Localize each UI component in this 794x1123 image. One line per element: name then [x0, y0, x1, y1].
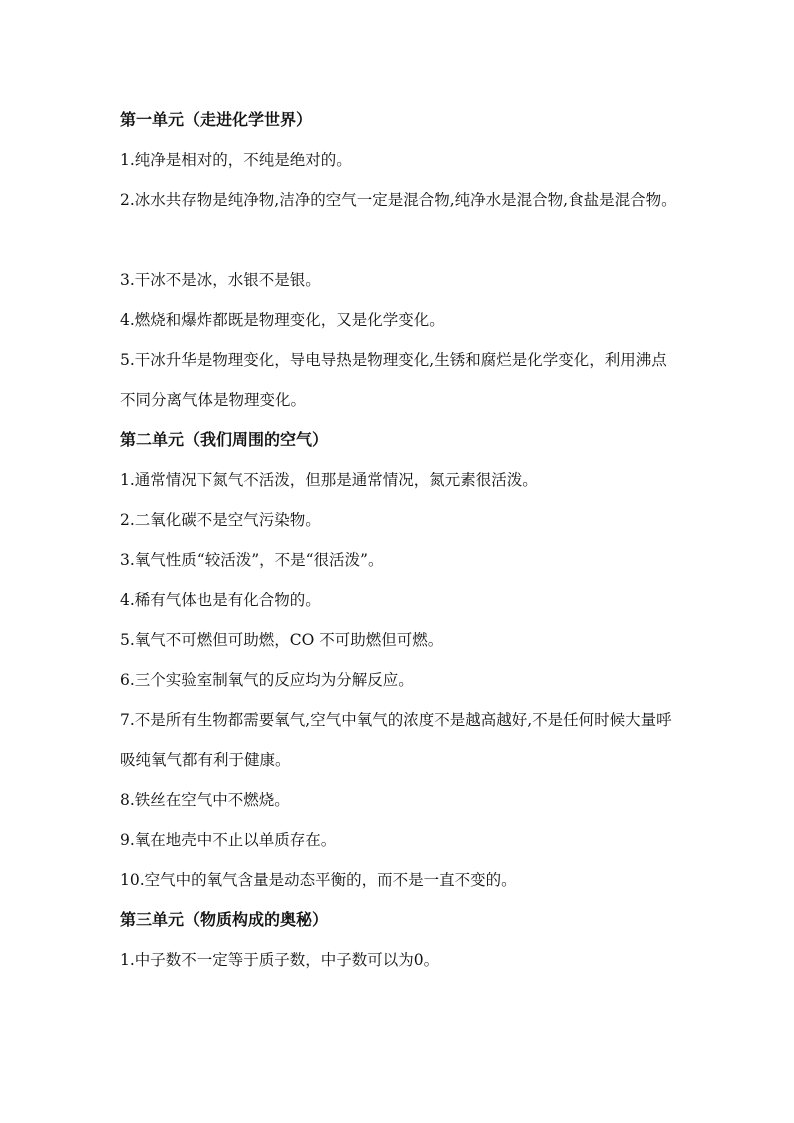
list-item: 7.不是所有生物都需要氧气,空气中氧气的浓度不是越高越好,不是任何时候大量呼吸纯氧气都有利于健康。: [120, 711, 672, 769]
list-item: 3.干冰不是冰，水银不是银。: [120, 271, 321, 289]
list-item: 1.通常情况下氮气不活泼，但那是通常情况，氮元素很活泼。: [120, 471, 538, 489]
list-item: 9.氧在地壳中不止以单质存在。: [120, 831, 337, 849]
document-page: [120, 100, 680, 980]
list-item: 5.氧气不可燃但可助燃，CO 不可助燃但可燃。: [120, 631, 444, 649]
section-unit-1: [120, 100, 680, 420]
list-item: 2.二氧化碳不是空气污染物。: [120, 511, 321, 529]
section-unit-2: [120, 420, 680, 900]
list-item: 4.稀有气体也是有化合物的。: [120, 591, 321, 609]
list-item: 1.中子数不一定等于质子数，中子数可以为0。: [120, 951, 440, 969]
list-item: 3.氧气性质“较活泼”，不是“很活泼”。: [120, 551, 384, 569]
section-heading: 第三单元（物质构成的奥秘）: [120, 910, 329, 929]
section-unit-3: [120, 900, 680, 980]
list-item: 8.铁丝在空气中不燃烧。: [120, 791, 290, 809]
list-item: 5.干冰升华是物理变化，导电导热是物理变化,生锈和腐烂是化学变化，利用沸点不同分离气体是物理变化。: [120, 351, 667, 409]
list-item: 10.空气中的氧气含量是动态平衡的，而不是一直不变的。: [120, 871, 517, 889]
list-item: 1.纯净是相对的，不纯是绝对的。: [120, 151, 352, 169]
section-heading: 第一单元（走进化学世界）: [120, 110, 313, 129]
section-heading: 第二单元（我们周围的空气）: [120, 430, 329, 449]
list-item: 6.三个实验室制氧气的反应均为分解反应。: [120, 671, 414, 689]
list-item: 4.燃烧和爆炸都既是物理变化，又是化学变化。: [120, 311, 445, 329]
list-item: 2.冰水共存物是纯净物,洁净的空气一定是混合物,纯净水是混合物,食盐是混合物。: [120, 191, 677, 209]
